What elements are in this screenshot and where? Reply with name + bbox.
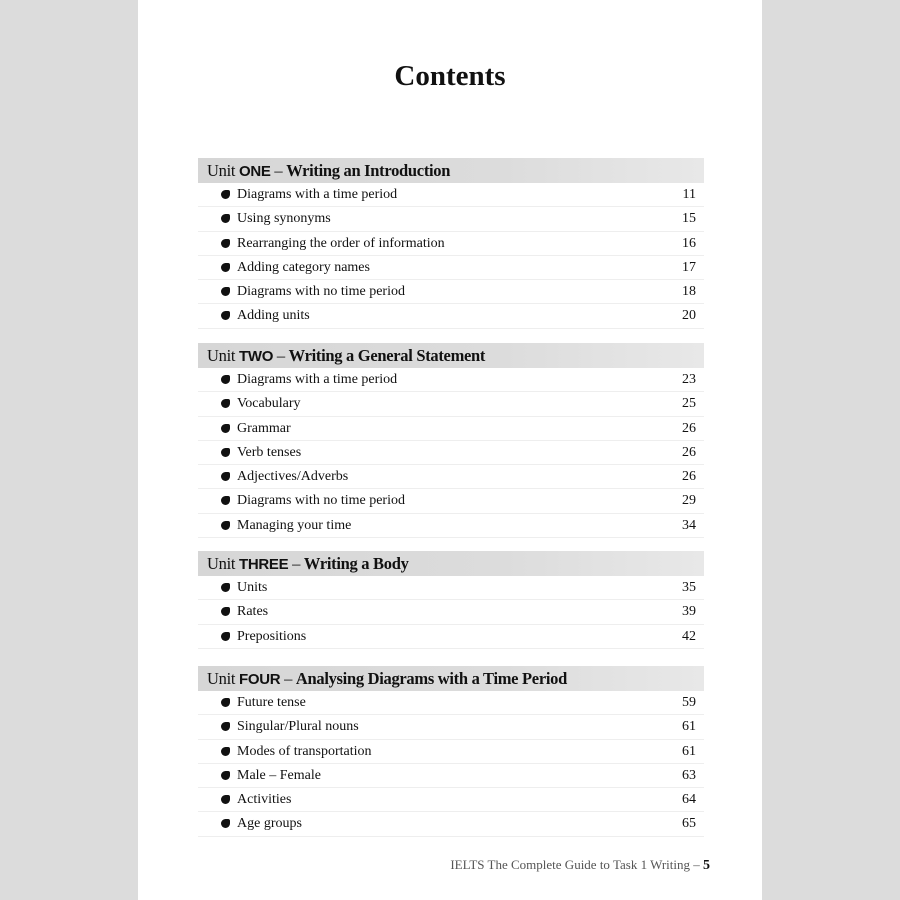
unit-number: FOUR <box>238 671 281 688</box>
unit-header <box>198 158 704 183</box>
entry-page: 35 <box>682 580 696 595</box>
unit-separator: – <box>288 554 304 573</box>
entry-label: Diagrams with no time period <box>237 284 405 300</box>
toc-entry <box>198 740 704 764</box>
unit-separator: – <box>270 161 287 180</box>
bullet-icon <box>221 424 230 433</box>
bullet-icon <box>221 819 230 828</box>
document-page <box>138 0 762 900</box>
bullet-icon <box>221 190 230 199</box>
toc-section <box>198 551 704 649</box>
unit-header <box>198 551 704 576</box>
toc-entry <box>198 465 704 489</box>
toc-entry <box>198 207 704 231</box>
toc-entry <box>198 232 704 256</box>
unit-separator: – <box>273 346 289 365</box>
unit-prefix: Unit <box>207 161 236 180</box>
entry-page: 59 <box>682 695 696 710</box>
bullet-icon <box>221 496 230 505</box>
entry-label: Age groups <box>237 816 302 832</box>
unit-number: ONE <box>238 163 271 180</box>
entry-page: 17 <box>682 259 696 275</box>
toc-entry <box>198 764 704 788</box>
toc-section <box>198 666 704 837</box>
entry-page: 26 <box>682 469 696 485</box>
bullet-icon <box>221 698 230 707</box>
entry-label: Adding units <box>237 308 310 324</box>
bullet-icon <box>221 771 230 780</box>
unit-number: TWO <box>238 348 274 365</box>
entry-page: 18 <box>682 284 696 300</box>
bullet-icon <box>221 632 230 641</box>
toc-entry <box>198 788 704 812</box>
bullet-icon <box>221 722 230 731</box>
entry-label: Adjectives/Adverbs <box>237 469 349 485</box>
toc-entry <box>198 812 704 836</box>
entry-page: 26 <box>682 420 696 436</box>
unit-number: THREE <box>238 556 289 573</box>
page-title: Contents <box>394 60 506 92</box>
entry-page: 61 <box>682 719 696 735</box>
toc-entry <box>198 368 704 392</box>
entry-page: 42 <box>682 628 696 644</box>
entry-label: Vocabulary <box>237 396 301 412</box>
toc-entry <box>198 280 704 304</box>
entry-page: 11 <box>682 187 696 202</box>
bullet-icon <box>221 607 230 616</box>
entry-label: Rearranging the order of information <box>237 235 445 251</box>
entry-label: Verb tenses <box>237 444 302 460</box>
entry-label: Activities <box>237 792 292 808</box>
bullet-icon <box>221 263 230 272</box>
unit-title: Writing a Body <box>303 554 409 573</box>
entry-page: 63 <box>682 767 696 783</box>
entry-page: 61 <box>682 743 696 759</box>
page-number: 5 <box>703 858 710 873</box>
unit-prefix: Unit <box>207 346 236 365</box>
bullet-icon <box>221 747 230 756</box>
bullet-icon <box>221 472 230 481</box>
toc-entry <box>198 600 704 624</box>
toc-section <box>198 343 704 538</box>
entry-page: 29 <box>682 493 696 509</box>
entry-label: Units <box>237 580 268 595</box>
entry-page: 23 <box>682 372 696 387</box>
toc-entry <box>198 514 704 538</box>
entry-page: 64 <box>682 792 696 808</box>
toc-section <box>198 158 704 329</box>
entry-label: Male – Female <box>237 767 321 783</box>
entry-label: Diagrams with no time period <box>237 493 405 509</box>
unit-title: Analysing Diagrams with a Time Period <box>295 669 567 688</box>
entry-label: Grammar <box>237 420 291 436</box>
toc-entry <box>198 576 704 600</box>
bullet-icon <box>221 583 230 592</box>
toc-entry <box>198 441 704 465</box>
toc-entry <box>198 392 704 416</box>
unit-prefix: Unit <box>207 554 236 573</box>
bullet-icon <box>221 311 230 320</box>
bullet-icon <box>221 521 230 530</box>
toc-entry <box>198 489 704 513</box>
entry-page: 39 <box>682 604 696 620</box>
bullet-icon <box>221 795 230 804</box>
entry-label: Using synonyms <box>237 211 331 227</box>
page-footer <box>450 857 710 874</box>
bullet-icon <box>221 214 230 223</box>
toc-entry <box>198 417 704 441</box>
entry-label: Adding category names <box>237 259 370 275</box>
entry-page: 34 <box>682 517 696 533</box>
toc-entry <box>198 304 704 328</box>
entry-page: 16 <box>682 235 696 251</box>
toc-entry <box>198 183 704 207</box>
entry-label: Diagrams with a time period <box>237 372 398 387</box>
entry-page: 26 <box>682 444 696 460</box>
entry-page: 20 <box>682 308 696 324</box>
bullet-icon <box>221 287 230 296</box>
unit-title: Writing an Introduction <box>286 161 451 180</box>
bullet-icon <box>221 448 230 457</box>
toc-entry <box>198 625 704 649</box>
entry-label: Managing your time <box>237 517 352 533</box>
entry-label: Singular/Plural nouns <box>237 719 359 735</box>
entry-page: 65 <box>682 816 696 832</box>
entry-label: Diagrams with a time period <box>237 187 398 202</box>
entry-label: Prepositions <box>237 628 307 644</box>
entry-label: Modes of transportation <box>237 743 372 759</box>
footer-text: IELTS The Complete Guide to Task 1 Writing – <box>450 857 703 872</box>
toc-entry <box>198 715 704 739</box>
bullet-icon <box>221 399 230 408</box>
unit-prefix: Unit <box>207 669 236 688</box>
unit-header <box>198 666 704 691</box>
unit-header <box>198 343 704 368</box>
toc-entry <box>198 256 704 280</box>
entry-page: 25 <box>682 396 696 412</box>
unit-separator: – <box>280 669 296 688</box>
entry-page: 15 <box>682 211 696 227</box>
toc-entry <box>198 691 704 715</box>
bullet-icon <box>221 239 230 248</box>
entry-label: Rates <box>237 604 269 620</box>
entry-label: Future tense <box>237 695 306 710</box>
bullet-icon <box>221 375 230 384</box>
unit-title: Writing a General Statement <box>288 346 486 365</box>
